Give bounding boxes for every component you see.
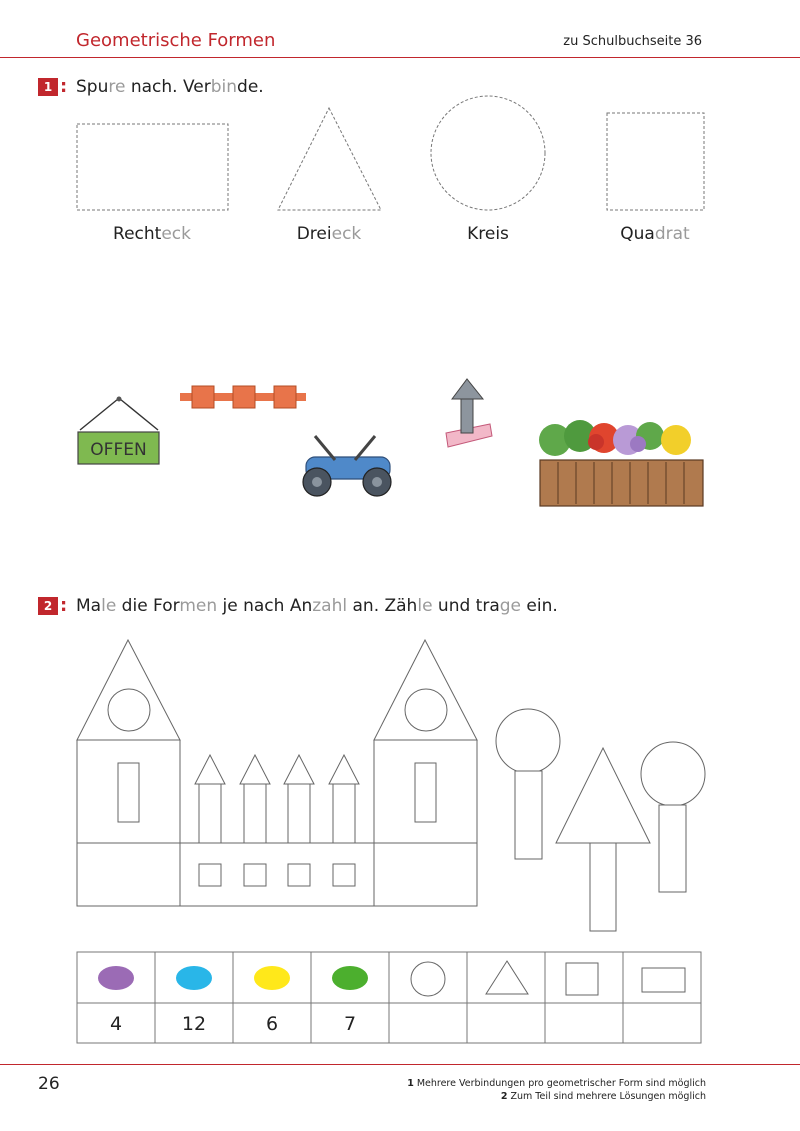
footnotes [407,1077,706,1103]
task-1-instruction-part: re [108,77,126,97]
count-blue[interactable]: 12 [181,1013,207,1035]
footnote-1: 1 Mehrere Verbindungen pro geometrischer Form sind möglich [407,1078,706,1089]
left-base-rectangle[interactable] [77,843,180,906]
task-2-instruction [76,596,558,616]
header-rule [0,57,800,58]
shape-label-part: Kreis [467,224,509,244]
circle-icon [411,962,445,996]
count-green[interactable]: 7 [343,1013,357,1035]
task-2-instruction-part: le [417,596,433,616]
task-2-number: 2 [38,597,58,615]
right-base-rectangle[interactable] [374,843,477,906]
small-tower-3-rect[interactable] [288,784,310,843]
task-1-shapes [0,90,800,230]
wall-window-4[interactable] [333,864,355,886]
shape-label-part: eck [161,224,191,244]
small-tower-3-triangle[interactable] [284,755,314,784]
shape-label-part: Drei [296,224,332,244]
right-tower-window[interactable] [415,763,436,822]
small-tower-4-triangle[interactable] [329,755,359,784]
bead-chain-illustration[interactable] [180,386,306,408]
task-1-instruction-part: Spu [76,77,109,97]
small-tower-2-triangle[interactable] [240,755,270,784]
left-tower-window[interactable] [118,763,139,822]
rectangle-icon [642,968,685,992]
task-2-instruction-part: die For [116,596,180,616]
dotted-circle[interactable] [431,96,545,210]
task-1-instruction-part: de. [237,77,264,97]
blue-color-swatch [176,966,212,990]
small-tower-1-rect[interactable] [199,784,221,843]
label-kreis [418,224,558,244]
task-2-instruction-part: je nach An [217,596,313,616]
task-2-instruction-part: an. Zäh [347,596,418,616]
task-2-colon: : [60,595,68,616]
task-1-instruction-part: bin [210,77,238,97]
small-tower-1-triangle[interactable] [195,755,225,784]
count-yellow[interactable]: 6 [265,1013,279,1035]
cart-illustration[interactable] [303,436,391,496]
tree-1-trunk[interactable] [515,771,542,859]
wall-window-3[interactable] [288,864,310,886]
task-1-illustrations [0,370,800,520]
footer-rule [0,1064,800,1065]
task-2-instruction-part: men [179,596,218,616]
purple-color-swatch [98,966,134,990]
shape-label-part: Qua [620,224,655,244]
shape-label-part: drat [654,224,690,244]
task-1-colon: : [60,76,68,97]
shape-label-part: Recht [113,224,162,244]
page-number: 26 [38,1074,60,1094]
yellow-color-swatch [254,966,290,990]
task-1-number: 1 [38,78,58,96]
footnote-2: 2 Zum Teil sind mehrere Lösungen möglich [500,1091,706,1102]
right-tower-circle[interactable] [405,689,447,731]
shape-label-part: eck [331,224,362,244]
label-rechteck [82,224,222,244]
square-icon [566,963,598,995]
tree-3-trunk[interactable] [659,805,686,892]
castle-drawing [0,630,800,940]
tree-3-circle[interactable] [641,742,705,806]
triangle-icon [486,961,528,994]
dotted-triangle[interactable] [278,108,381,210]
task-2-instruction-part: ein. [521,596,558,616]
textbook-reference: zu Schulbuchseite 36 [563,34,702,49]
label-quadrat [585,224,725,244]
tree-2-trunk[interactable] [590,843,616,931]
open-sign-illustration[interactable] [78,397,159,465]
count-purple[interactable]: 4 [109,1013,123,1035]
task-2-instruction-part: zahl [312,596,348,616]
task-1-instruction-part: nach. Ver [125,77,211,97]
task-2-instruction-part: Ma [76,596,102,616]
task-2-instruction-part: le [101,596,117,616]
green-color-swatch [332,966,368,990]
small-tower-4-rect[interactable] [333,784,355,843]
dotted-rectangle[interactable] [77,124,228,210]
label-dreieck [259,224,399,244]
dotted-square[interactable] [607,113,704,210]
flower-box-illustration[interactable] [539,420,703,506]
arrow-sign-illustration[interactable] [446,379,492,447]
tree-2-triangle[interactable] [556,748,650,843]
wall-window-2[interactable] [244,864,266,886]
small-tower-2-rect[interactable] [244,784,266,843]
left-tower-circle[interactable] [108,689,150,731]
page-title: Geometrische Formen [76,30,276,51]
task-2-instruction-part: und tra [432,596,500,616]
task-2-instruction-part: ge [499,596,522,616]
tree-1-circle[interactable] [496,709,560,773]
wall-window-1[interactable] [199,864,221,886]
open-sign-text: OFFEN [90,440,147,460]
